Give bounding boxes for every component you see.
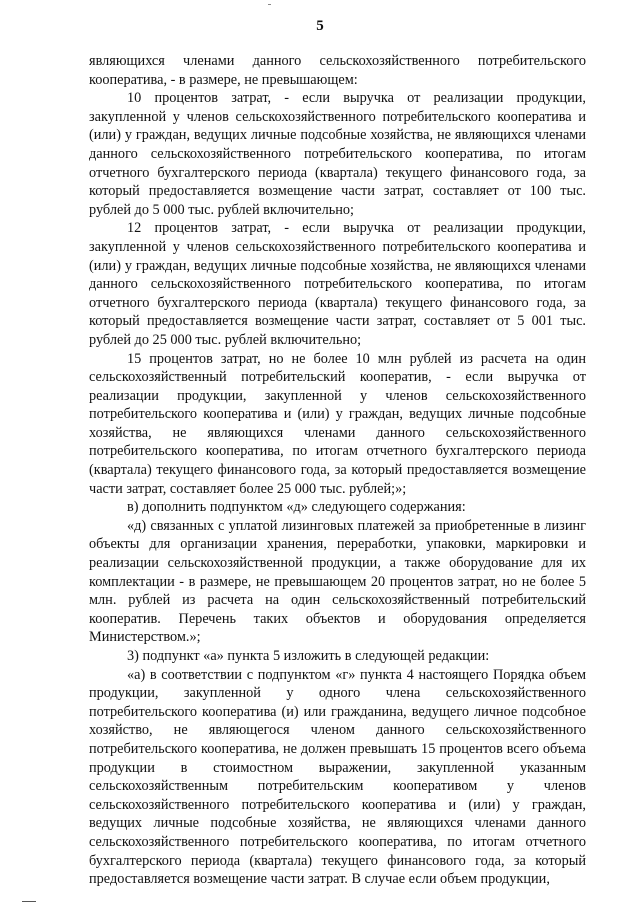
- paragraph-12-percent: 12 процентов затрат, - если выручка от реализации продукции, закупленной у членов сельскохозяйственного потребительского кооператива и (или) у граждан, ведущих личные подсобные хозяйства, не являющихся членами данного сельскохозяйственного потребительского кооператива, по итогам отчетного бухгалтерского периода (квартала) текущего финансового года, за который предоставляется возмещение части затрат, составляет от 5 001 тыс. рублей до 25 000 тыс. рублей включительно;: [89, 220, 586, 348]
- paragraph-15-percent: 15 процентов затрат, но не более 10 млн рублей из расчета на один сельскохозяйственный потребительский кооператив, - если выручка от реализации продукции, закупленной у членов сельскохозяйственного потребительского кооператива и (или) у граждан, ведущих личные подсобные хозяйства, не являющихся членами данного сельскохозяйственного потребительского кооператива, по итогам отчетного бухгалтерского периода (квартала) текущего финансового года, за который предоставляется возмещение части затрат, составляет более 25 000 тыс. рублей;»;: [89, 350, 586, 497]
- document-body: [89, 52, 586, 889]
- paragraph-subclause-v: в) дополнить подпунктом «д» следующего содержания:: [127, 499, 466, 516]
- scan-artifact-dash: [22, 901, 36, 902]
- paragraph-item-3: 3) подпункт «а» пункта 5 изложить в следующей редакции:: [127, 648, 490, 664]
- page-number: 5: [316, 18, 324, 34]
- paragraph-subclause-a: «а) в соответствии с подпунктом «г» пункта 4 настоящего Порядка объем продукции, закупленной у одного члена сельскохозяйственного потребительского кооператива (и) или гражданина, ведущего личное подсобное хозяйство, не являющегося членом данного сельскохозяйственного потребительского кооператива, не должен превышать 15 процентов всего объема продукции в стоимостном выражении, закупленной указанным сельскохозяйственным потребительским кооперативом у членов сельскохозяйственного потребительского кооператива и (или) у граждан, ведущих личные подсобные хозяйства, не являющихся членами данного сельскохозяйственного потребительского кооператива, по итогам отчетного бухгалтерского периода (квартала) текущего финансового года, за который предоставляется возмещение части затрат. В случае если объем продукции,: [89, 666, 586, 888]
- paragraph-subclause-d: «д) связанных с уплатой лизинговых платежей за приобретенные в лизинг объекты для организации хранения, переработки, упаковки, маркировки и реализации сельскохозяйственной продукции, а также оборудование для их комплектации - в размере, не превышающем 20 процентов затрат, но не более 5 млн. рублей из расчета на один сельскохозяйственный потребительский кооператив. Перечень таких объектов и оборудования определяется Министерством.»;: [89, 517, 586, 646]
- paragraph-10-percent: 10 процентов затрат, - если выручка от реализации продукции, закупленной у членов сельскохозяйственного потребительского кооператива и (или) у граждан, ведущих личные подсобные хозяйства, не являющихся членами данного сельскохозяйственного потребительского кооператива, по итогам отчетного бухгалтерского периода (квартала) текущего финансового года, за который предоставляется возмещение части затрат, составляет от 100 тыс. рублей до 5 000 тыс. рублей включительно;: [89, 90, 586, 218]
- paragraph-continuation: являющихся членами данного сельскохозяйственного потребительского кооператива, - в размере, не превышающем:: [89, 53, 586, 88]
- scan-artifact-mark: [268, 4, 271, 5]
